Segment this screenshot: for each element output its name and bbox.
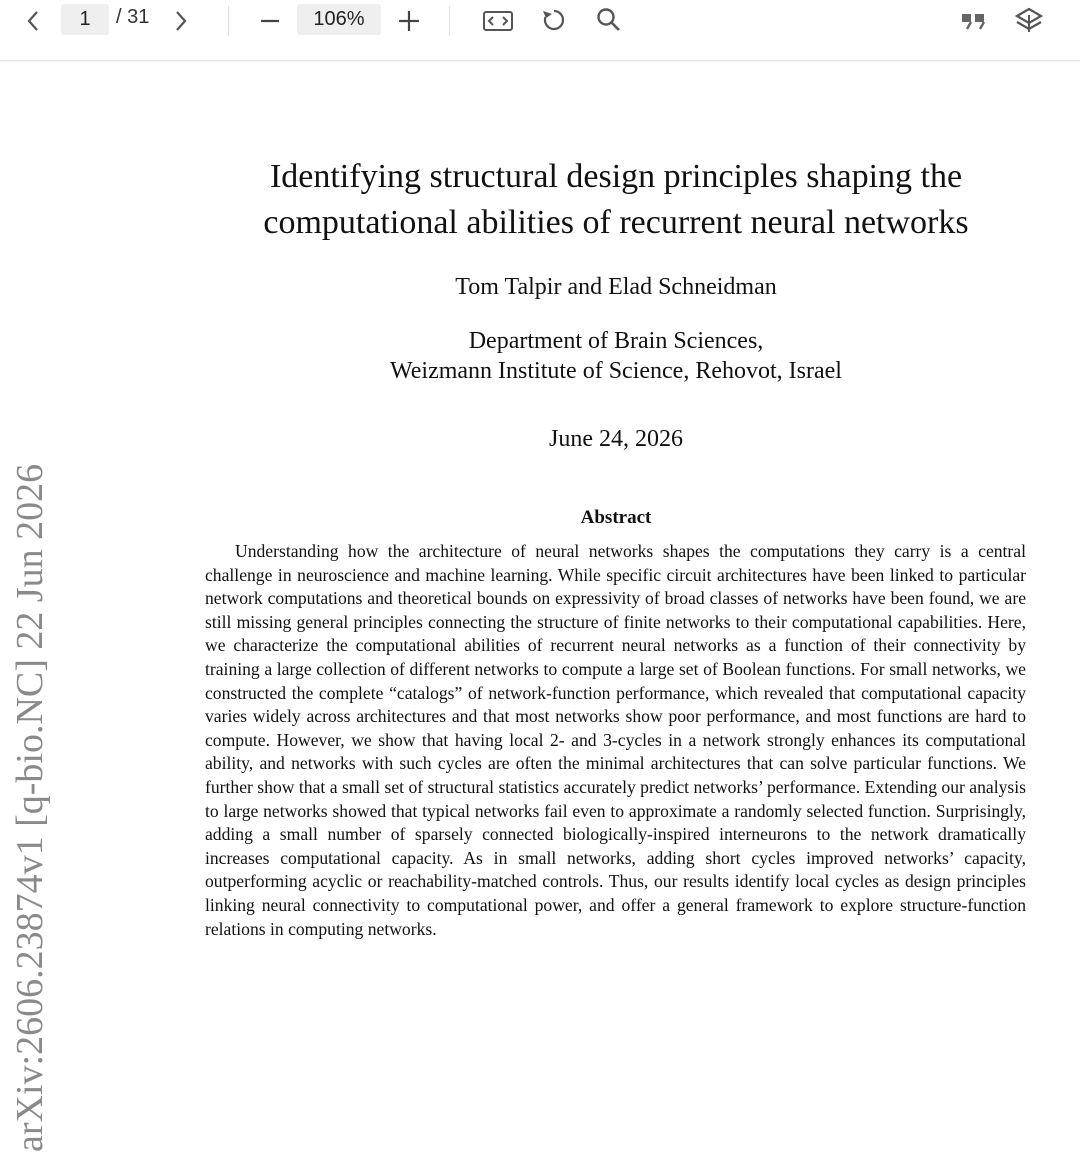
minus-icon[interactable]: [255, 6, 285, 36]
toolbar-divider: [449, 6, 450, 36]
paper-date: June 24, 2026: [549, 426, 683, 452]
chevron-left-icon[interactable]: [18, 6, 48, 36]
paper-affiliation: [200, 326, 1032, 386]
abstract-body: [205, 540, 1026, 941]
pdf-page: [0, 62, 1080, 1174]
plus-icon[interactable]: [394, 6, 424, 36]
affiliation-line: Weizmann Institute of Science, Rehovot, Israel: [390, 358, 842, 384]
quote-icon[interactable]: [956, 7, 990, 35]
rotate-icon[interactable]: [538, 4, 570, 36]
page-number-input[interactable]: 1: [61, 4, 109, 35]
chevron-right-icon[interactable]: [166, 6, 196, 36]
paper-authors: Tom Talpir and Elad Schneidman: [455, 274, 777, 300]
arxiv-margin-stamp: arXiv:2606.23874v1 [q-bio.NC] 22 Jun 2026: [9, 463, 51, 1152]
affiliation-line: Department of Brain Sciences,: [468, 328, 764, 354]
abstract-heading: Abstract: [580, 507, 652, 528]
toolbar-divider: [228, 6, 229, 36]
paper-title: [200, 154, 1032, 246]
zoom-level[interactable]: 106%: [297, 4, 381, 35]
abstract-text: Understanding how the architecture of neural networks shapes the computations they carry is a central challenge in neuroscience and machine learning. While specific circuit architectures have been linked to particular network computations and theoretical bounds on expressivity of broad classes of networks have been found, we are still missing general principles connecting the structure of finite networks to their computational capabilities. Here, we characterize the computational abilities of recurrent neural networks as a function of their connectivity by training a large collection of different networks to compute a large set of Boolean functions. For small networks, we constructed the complete “catalogs” of network-function performance, which revealed that computational capacity varies widely across architectures and that most networks show poor performance, and most functions are hard to compute. However, we show that having local 2- and 3-cycles in a network strongly enhances its computational ability, and networks with such cycles are often the minimal architectures that can solve particular functions. We further show that a small set of structural statistics accurately predict networks’ performance. Extending our analysis to large networks showed that typical networks fail even to approximate a randomly selected function. Surprisingly, adding a small number of sparsely connected biologically-inspired interneurons to the network dramatically increases computational capacity. As in small networks, adding short cycles improved networks’ capacity, outperforming acyclic or reachability-matched controls. Thus, our results identify local cycles as design principles linking neural connectivity to computational power, and offer a general framework to explore structure-function relations in computing networks.: [205, 541, 1026, 939]
paper-title-line: computational abilities of recurrent neural networks: [263, 204, 969, 241]
search-icon[interactable]: [594, 5, 624, 35]
page-total: / 31: [116, 6, 150, 28]
fit-width-icon[interactable]: [481, 6, 515, 36]
paper-title-line: Identifying structural design principles shaping the: [269, 158, 963, 195]
layers-icon[interactable]: [1012, 4, 1046, 38]
pdf-toolbar: [0, 0, 1080, 61]
